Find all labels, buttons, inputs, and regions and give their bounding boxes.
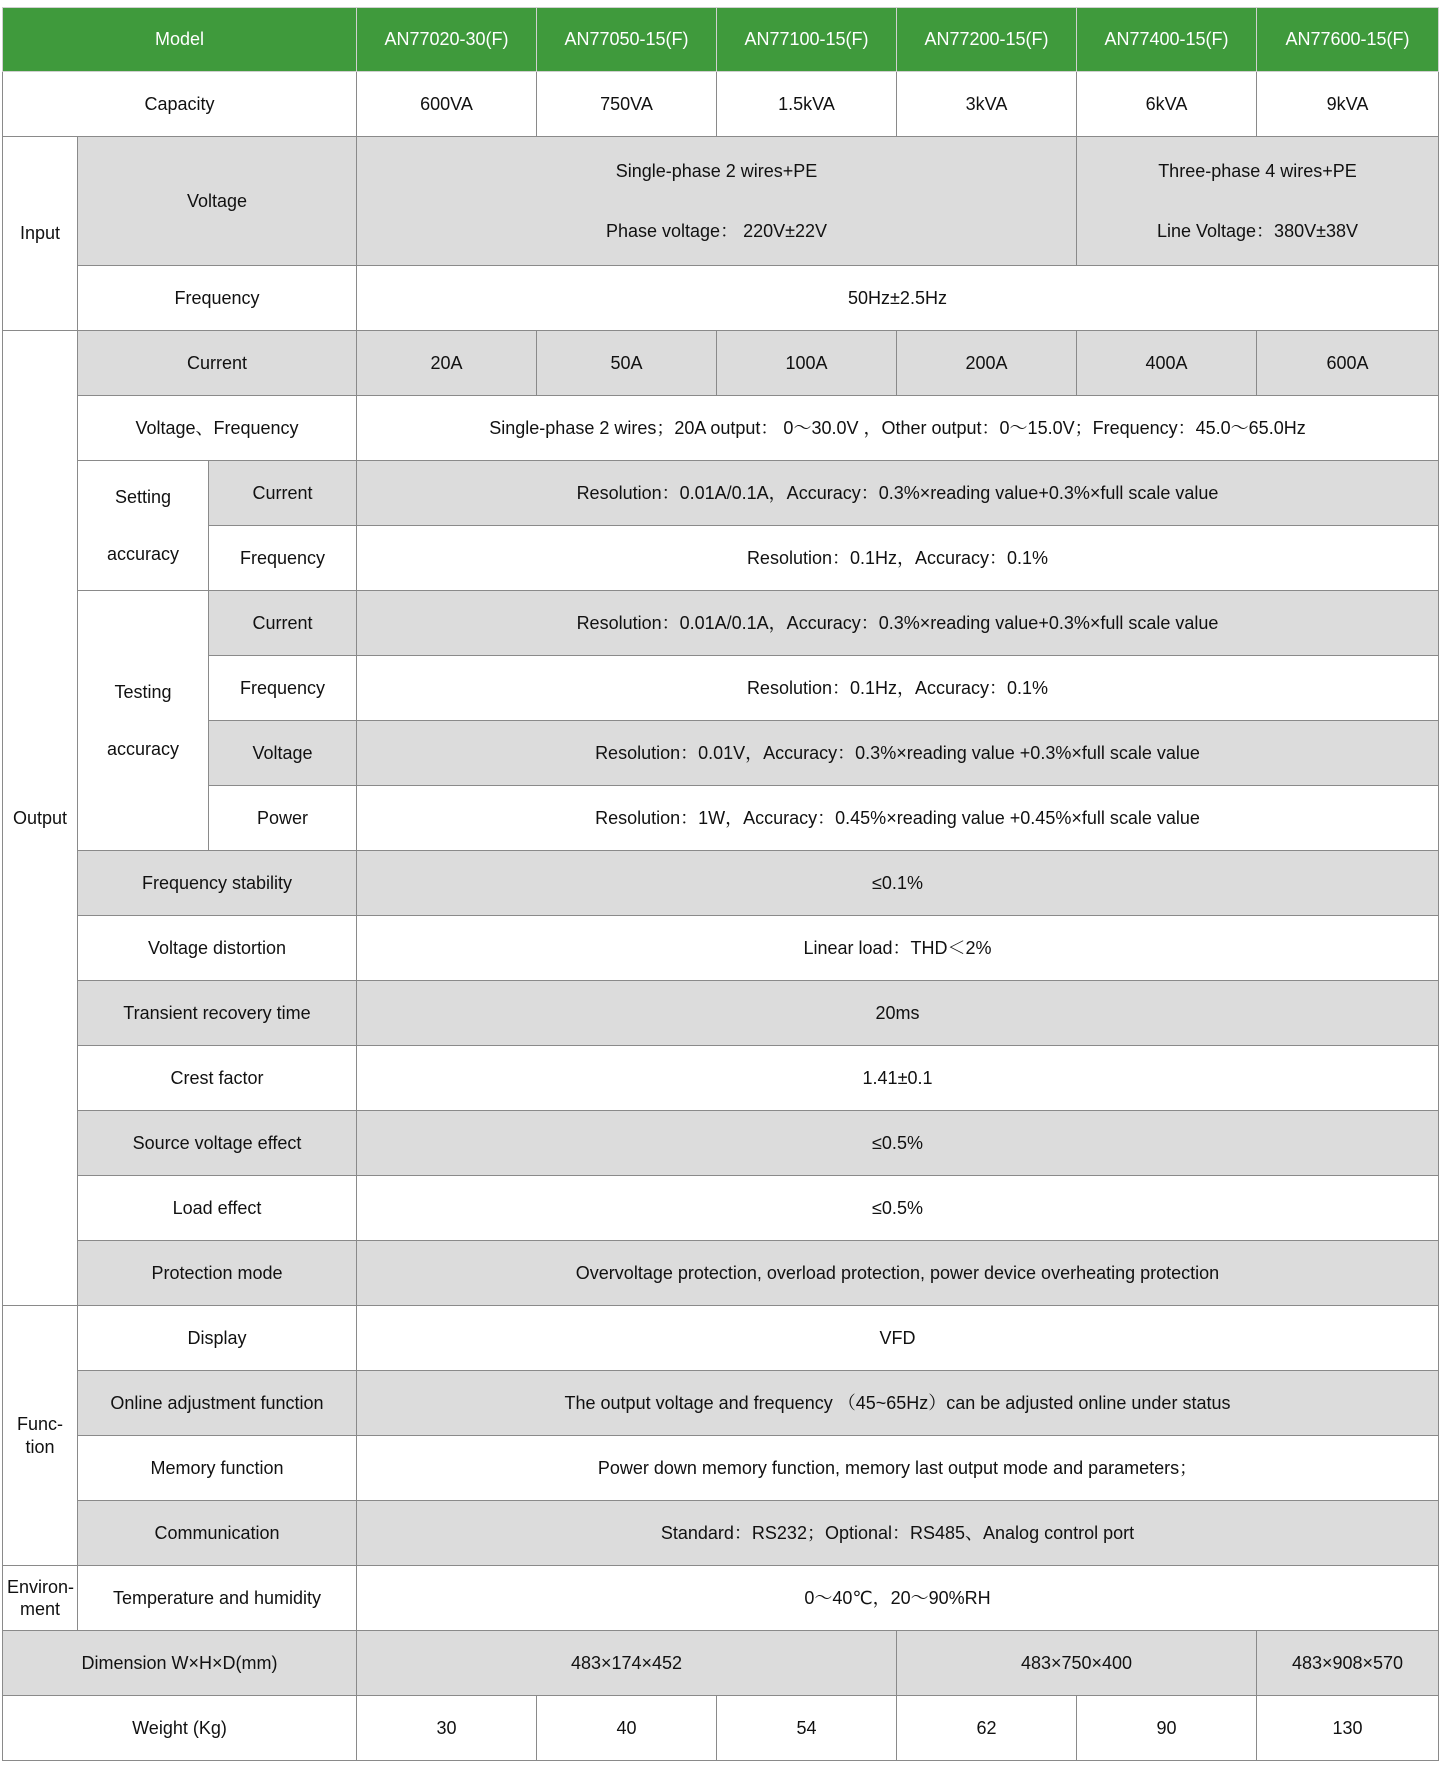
table-row [3, 916, 1439, 981]
capacity-value: 9kVA [1257, 72, 1439, 137]
testing-power-value: Resolution：1W，Accuracy：0.45%×reading value +0.45%×full scale value [357, 786, 1439, 851]
testing-frequency-label: Frequency [209, 656, 357, 721]
table-row [3, 851, 1439, 916]
table-row [3, 526, 1439, 591]
weight-value: 40 [537, 1696, 717, 1761]
memory-function-label: Memory function [78, 1436, 357, 1501]
testing-frequency-value: Resolution：0.1Hz，Accuracy：0.1% [357, 656, 1439, 721]
table-row [3, 331, 1439, 396]
table-row [3, 461, 1439, 526]
voltage-frequency-value: Single-phase 2 wires；20A output： 0～30.0V ，Other output：0～15.0V；Frequency：45.0～65.0Hz [357, 396, 1439, 461]
output-current-value: 400A [1077, 331, 1257, 396]
dimension-label: Dimension W×H×D(mm) [3, 1631, 357, 1696]
testing-voltage-label: Voltage [209, 721, 357, 786]
temperature-humidity-value: 0～40℃，20～90%RH [357, 1566, 1439, 1631]
input-voltage-label: Voltage [78, 137, 357, 266]
table-header-row [3, 8, 1439, 72]
table-row [3, 1501, 1439, 1566]
frequency-stability-label: Frequency stability [78, 851, 357, 916]
model-name: AN77050-15(F) [537, 8, 717, 72]
input-voltage-single-phase [357, 137, 1077, 266]
table-row [3, 1631, 1439, 1696]
online-adjustment-label: Online adjustment function [78, 1371, 357, 1436]
weight-value: 130 [1257, 1696, 1439, 1761]
weight-value: 90 [1077, 1696, 1257, 1761]
table-row [3, 1046, 1439, 1111]
dimension-value: 483×750×400 [897, 1631, 1257, 1696]
table-row [3, 786, 1439, 851]
single-phase-wiring: Single-phase 2 wires+PE [615, 160, 818, 181]
load-effect-value: ≤0.5% [357, 1176, 1439, 1241]
source-voltage-effect-label: Source voltage effect [78, 1111, 357, 1176]
table-row [3, 72, 1439, 137]
model-name: AN77600-15(F) [1257, 8, 1439, 72]
dimension-value: 483×174×452 [357, 1631, 897, 1696]
table-row [3, 1436, 1439, 1501]
crest-factor-label: Crest factor [78, 1046, 357, 1111]
output-current-value: 50A [537, 331, 717, 396]
model-name: AN77200-15(F) [897, 8, 1077, 72]
setting-accuracy-label [78, 461, 209, 591]
communication-value: Standard：RS232；Optional：RS485、Analog control port [357, 1501, 1439, 1566]
testing-power-label: Power [209, 786, 357, 851]
table-row [3, 396, 1439, 461]
output-current-value: 20A [357, 331, 537, 396]
table-row [3, 266, 1439, 331]
crest-factor-value: 1.41±0.1 [357, 1046, 1439, 1111]
testing-current-value: Resolution：0.01A/0.1A，Accuracy：0.3%×reading value+0.3%×full scale value [357, 591, 1439, 656]
three-phase-voltage: Line Voltage：380V±38V [1156, 221, 1359, 241]
voltage-frequency-label: Voltage、Frequency [78, 396, 357, 461]
weight-value: 62 [897, 1696, 1077, 1761]
communication-label: Communication [78, 1501, 357, 1566]
model-header: Model [3, 8, 357, 72]
capacity-value: 750VA [537, 72, 717, 137]
capacity-value: 600VA [357, 72, 537, 137]
display-label: Display [78, 1306, 357, 1371]
model-name: AN77100-15(F) [717, 8, 897, 72]
dimension-value: 483×908×570 [1257, 1631, 1439, 1696]
output-current-value: 100A [717, 331, 897, 396]
testing-accuracy-label [78, 591, 209, 851]
testing-voltage-value: Resolution：0.01V，Accuracy：0.3%×reading value +0.3%×full scale value [357, 721, 1439, 786]
setting-current-value: Resolution：0.01A/0.1A，Accuracy：0.3%×reading value+0.3%×full scale value [357, 461, 1439, 526]
table-row [3, 1111, 1439, 1176]
capacity-value: 6kVA [1077, 72, 1257, 137]
output-current-value: 200A [897, 331, 1077, 396]
display-value: VFD [357, 1306, 1439, 1371]
input-frequency-value: 50Hz±2.5Hz [357, 266, 1439, 331]
weight-label: Weight (Kg) [3, 1696, 357, 1761]
capacity-label: Capacity [3, 72, 357, 137]
setting-frequency-label: Frequency [209, 526, 357, 591]
online-adjustment-value: The output voltage and frequency （45~65Hz）can be adjusted online under status [357, 1371, 1439, 1436]
setting-accuracy-label-line1: Setting [114, 487, 172, 507]
output-current-label: Current [78, 331, 357, 396]
transient-recovery-label: Transient recovery time [78, 981, 357, 1046]
table-row [3, 137, 1439, 266]
protection-mode-label: Protection mode [78, 1241, 357, 1306]
three-phase-wiring: Three-phase 4 wires+PE [1158, 160, 1357, 181]
function-group-label: Func-tion [3, 1306, 78, 1566]
voltage-distortion-value: Linear load：THD＜2% [357, 916, 1439, 981]
voltage-distortion-label: Voltage distortion [78, 916, 357, 981]
input-frequency-label: Frequency [78, 266, 357, 331]
memory-function-value: Power down memory function, memory last output mode and parameters； [357, 1436, 1439, 1501]
weight-value: 54 [717, 1696, 897, 1761]
testing-accuracy-label-line1: Testing [114, 682, 172, 702]
protection-mode-value: Overvoltage protection, overload protection, power device overheating protection [357, 1241, 1439, 1306]
environment-group-label: Environ-ment [3, 1566, 78, 1631]
weight-value: 30 [357, 1696, 537, 1761]
spec-table [2, 7, 1439, 1761]
output-current-value: 600A [1257, 331, 1439, 396]
input-voltage-three-phase [1077, 137, 1439, 266]
input-group-label: Input [3, 137, 78, 331]
transient-recovery-value: 20ms [357, 981, 1439, 1046]
table-row [3, 1306, 1439, 1371]
setting-current-label: Current [209, 461, 357, 526]
spec-table-wrapper [2, 7, 1439, 1761]
table-row [3, 981, 1439, 1046]
table-row [3, 656, 1439, 721]
table-row [3, 1371, 1439, 1436]
testing-accuracy-label-line2: accuracy [106, 738, 180, 759]
source-voltage-effect-value: ≤0.5% [357, 1111, 1439, 1176]
table-row [3, 591, 1439, 656]
capacity-value: 1.5kVA [717, 72, 897, 137]
output-group-label: Output [3, 331, 78, 1306]
single-phase-voltage: Phase voltage： 220V±22V [605, 221, 828, 241]
frequency-stability-value: ≤0.1% [357, 851, 1439, 916]
table-row [3, 1241, 1439, 1306]
model-name: AN77020-30(F) [357, 8, 537, 72]
setting-accuracy-label-line2: accuracy [106, 543, 180, 564]
table-row [3, 721, 1439, 786]
table-row [3, 1566, 1439, 1631]
capacity-value: 3kVA [897, 72, 1077, 137]
setting-frequency-value: Resolution：0.1Hz，Accuracy：0.1% [357, 526, 1439, 591]
load-effect-label: Load effect [78, 1176, 357, 1241]
temperature-humidity-label: Temperature and humidity [78, 1566, 357, 1631]
model-name: AN77400-15(F) [1077, 8, 1257, 72]
testing-current-label: Current [209, 591, 357, 656]
table-row [3, 1176, 1439, 1241]
table-row [3, 1696, 1439, 1761]
